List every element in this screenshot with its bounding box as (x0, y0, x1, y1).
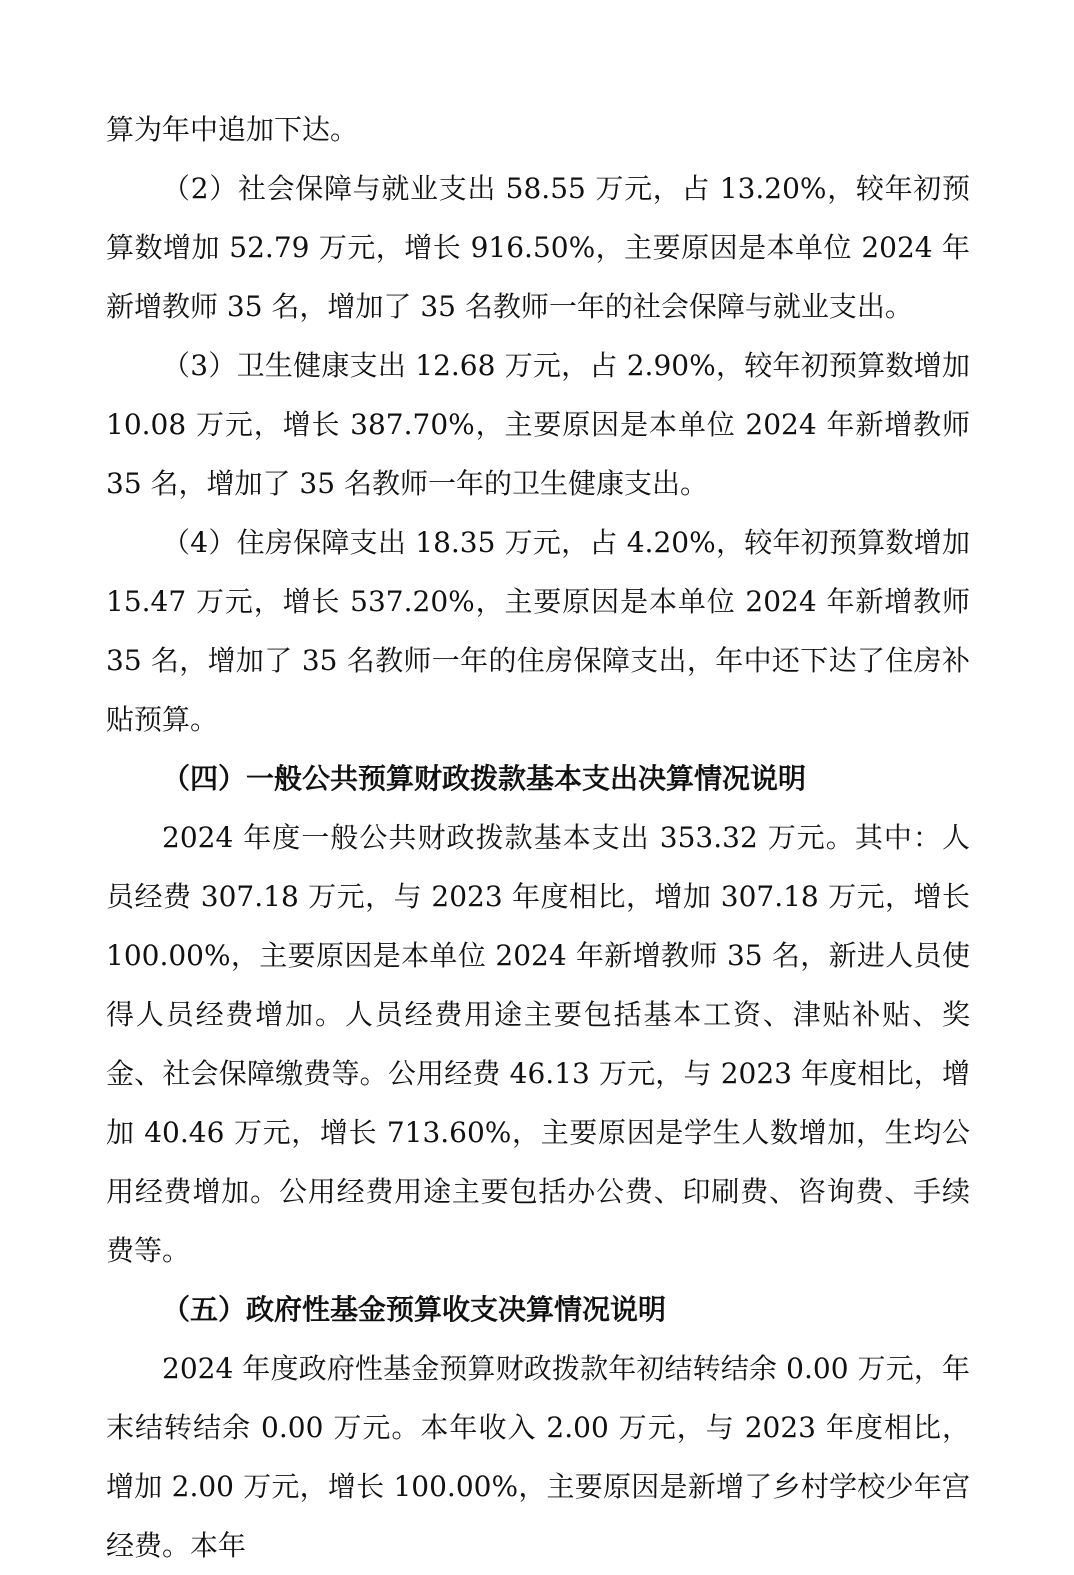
body-text (106, 100, 970, 1575)
paragraph-health: （3）卫生健康支出 12.68 万元，占 2.90%，较年初预算数增加 10.08 万元，增长 387.70%，主要原因是本单位 2024 年新增教师 35 名，增加了 35 名教师一年的卫生健康支出。 (106, 349, 970, 500)
paragraph-government-fund: 2024 年度政府性基金预算财政拨款年初结转结余 0.00 万元，年末结转结余 0.00 万元。本年收入 2.00 万元，与 2023 年度相比，增加 2.00 万元，增长 100.00%，主要原因是新增了乡村学校少年宫经费。本年 (106, 1352, 970, 1562)
section-heading-government-fund: （五）政府性基金预算收支决算情况说明 (162, 1293, 667, 1326)
paragraph-basic-expenditure: 2024 年度一般公共财政拨款基本支出 353.32 万元。其中：人员经费 307.18 万元，与 2023 年度相比，增加 307.18 万元，增长 100.00%，主要原因是本单位 2024 年新增教师 35 名，新进人员使得人员经费增加。人员经费用途主要包括基本工资、津贴补贴、奖金、社会保障缴费等。公用经费 46.13 万元，与 2023 年度相比，增加 40.46 万元，增长 713.60%，主要原因是学生人数增加，生均公用经费增加。公用经费用途主要包括办公费、印刷费、咨询费、手续费等。 (106, 821, 970, 1267)
paragraph-housing: （4）住房保障支出 18.35 万元，占 4.20%，较年初预算数增加 15.47 万元，增长 537.20%，主要原因是本单位 2024 年新增教师 35 名，增加了 35 名教师一年的住房保障支出，年中还下达了住房补贴预算。 (106, 526, 970, 736)
section-heading-basic-expenditure: （四）一般公共预算财政拨款基本支出决算情况说明 (162, 762, 807, 795)
paragraph-continuation: 算为年中追加下达。 (106, 113, 359, 146)
paragraph-social-security: （2）社会保障与就业支出 58.55 万元，占 13.20%，较年初预算数增加 52.79 万元，增长 916.50%，主要原因是本单位 2024 年新增教师 35 名，增加了 35 名教师一年的社会保障与就业支出。 (106, 172, 970, 323)
